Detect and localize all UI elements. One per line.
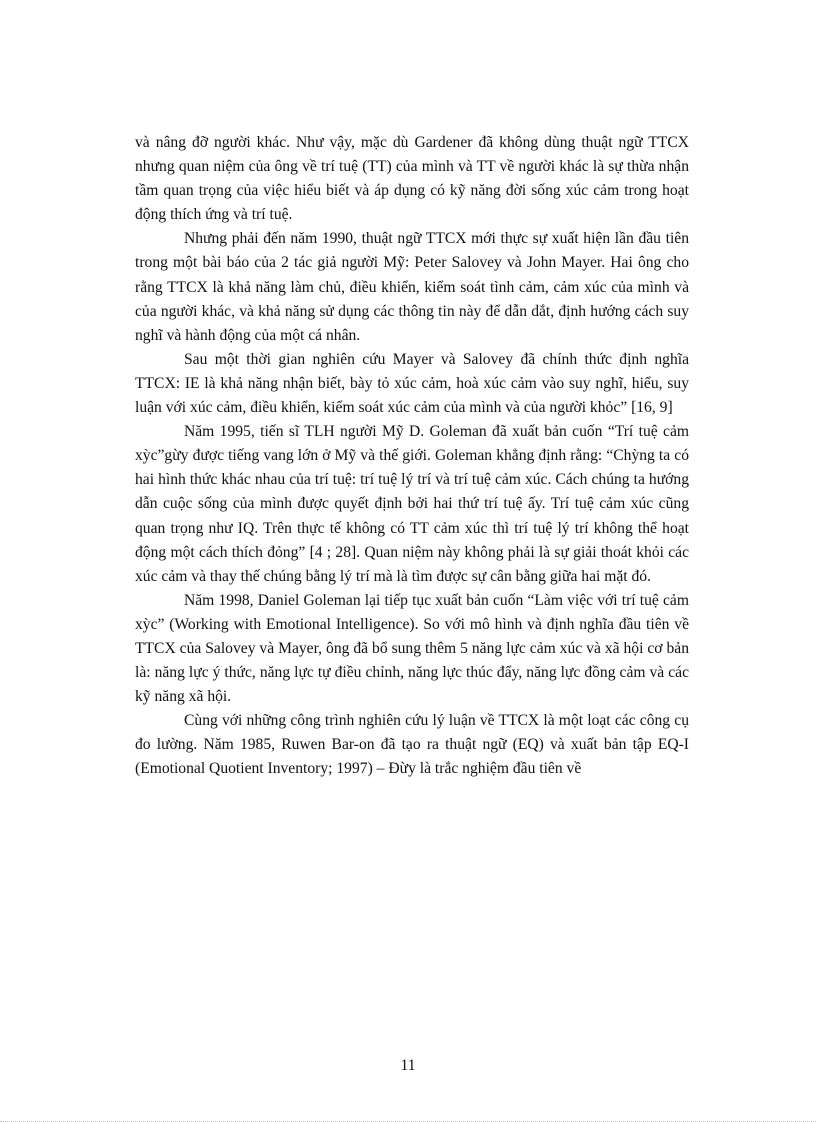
paragraph-salovey-mayer-1990: Nhưng phải đến năm 1990, thuật ngữ TTCX mới thực sự xuất hiện lần đầu tiên trong một bài báo của 2 tác giả người Mỹ: Peter Salovey và John Mayer. Hai ông cho rằng TTCX là khả năng làm chủ, điều khiển, kiểm soát tình cảm, cảm xúc của mình và của người khác, và khả năng sử dụng các thông tin này để dẫn dắt, định hướng cách suy nghĩ và hành động của một cá nhân. [135,230,689,344]
paragraph-goleman-1995: Năm 1995, tiến sĩ TLH người Mỹ D. Goleman đã xuất bản cuốn “Trí tuệ cảm xỳc”gừy được tiếng vang lớn ở Mỹ và thế giới. Goleman khẳng định rằng: “Chỳng ta có hai hình thức khác nhau của trí tuệ: trí tuệ lý trí và trí tuệ cảm xúc. Cách chúng ta hướng dẫn cuộc sống của mình được quyết định bởi hai thứ trí tuệ ấy. Trí tuệ cảm xúc cũng quan trọng như IQ. Trên thực tế không có TT cảm xúc thì trí tuệ lý trí không thể hoạt động một cách thích đỏng” [4 ; 28]. Quan niệm này không phải là sự giải thoát khỏi các xúc cảm và thay thế chúng bằng lý trí mà là tìm được sự cân bằng giữa hai mặt đó. [135,423,689,585]
paragraph-measurement-tools: Cùng với những công trình nghiên cứu lý luận về TTCX là một loạt các công cụ đo lường. Năm 1985, Ruwen Bar-on đã tạo ra thuật ngữ (EQ) và xuất bản tập EQ-I (Emotional Quotient Inventory; 1997) – Đừy là trắc nghiệm đầu tiên về [135,712,689,778]
page-number: 11 [400,1057,416,1074]
page-bottom-divider [0,1121,816,1122]
body-text [135,131,689,782]
paragraph-gardener-continued: và nâng đỡ người khác. Như vậy, mặc dù Gardener đã không dùng thuật ngữ TTCX nhưng quan niệm của ông về trí tuệ (TT) của mình và TT về người khác là sự thừa nhận tầm quan trọng của việc hiểu biết và áp dụng có kỹ năng đời sống xúc cảm trong hoạt động thích ứng và trí tuệ. [135,134,689,224]
paragraph-definition: Sau một thời gian nghiên cứu Mayer và Salovey đã chính thức định nghĩa TTCX: IE là khả năng nhận biết, bày tỏ xúc cảm, hoà xúc cảm vào suy nghĩ, hiểu, suy luận với xúc cảm, điều khiển, kiểm soát xúc cảm của mình và của người khỏc” [16, 9] [135,350,689,417]
paragraph-goleman-1998: Năm 1998, Daniel Goleman lại tiếp tục xuất bản cuốn “Làm việc với trí tuệ cảm xỳc” (Working with Emotional Intelligence). So với mô hình và định nghĩa đầu tiên về TTCX của Salovey và Mayer, ông đã bổ sung thêm 5 năng lực cảm xúc và xã hội cơ bản là: năng lực ý thức, năng lực tự điều chỉnh, năng lực thúc đẩy, năng lực đồng cảm và các kỹ năng xã hội. [135,591,689,706]
